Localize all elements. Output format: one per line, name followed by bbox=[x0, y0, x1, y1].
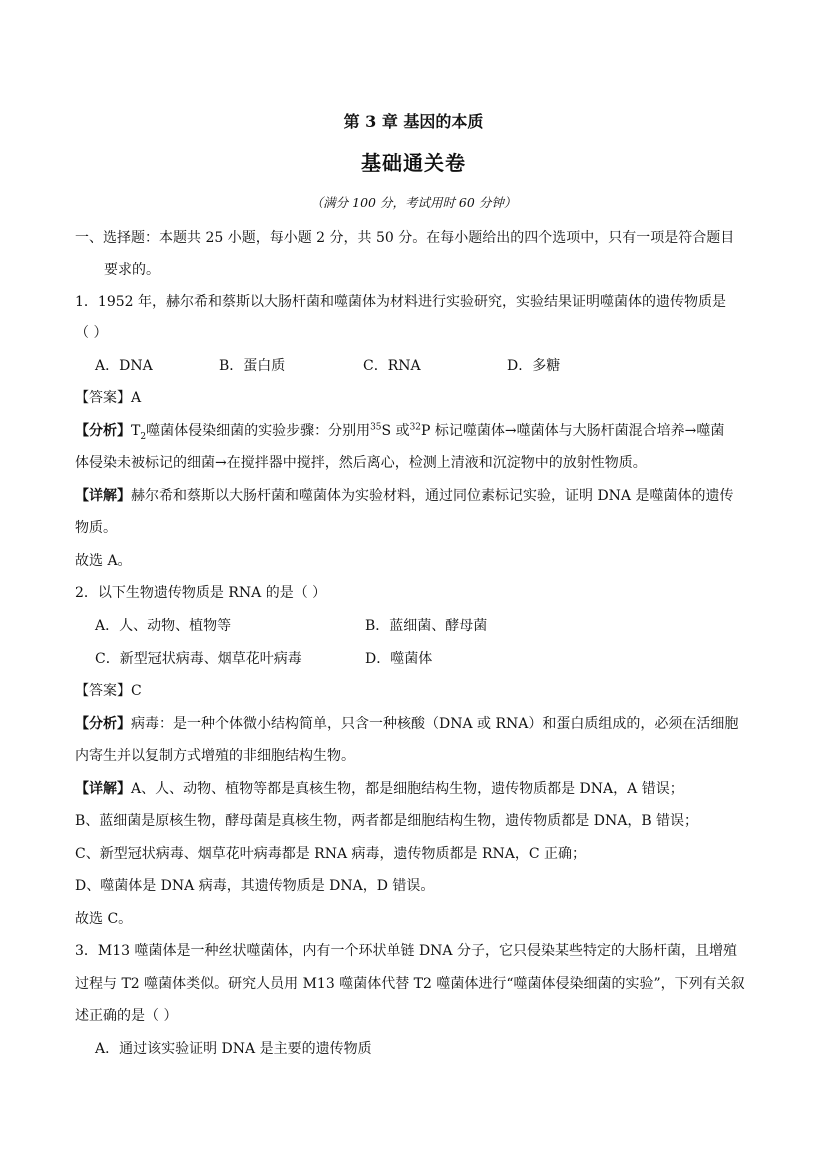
q2-analysis-line1 bbox=[75, 714, 738, 734]
q1-option-a: A．DNA bbox=[95, 358, 153, 374]
q1-answer: 【答案】A bbox=[75, 390, 142, 406]
q3-option-a: A．通过该实验证明 DNA 是主要的遗传物质 bbox=[95, 1041, 372, 1057]
q3-stem-line2: 过程与 T2 噬菌体类似。研究人员用 M13 噬菌体代替 T2 噬菌体进行“噬菌体侵染细菌的实验”，下列有关叙 bbox=[75, 976, 745, 992]
q2-detail-line1 bbox=[75, 779, 684, 799]
q1-stem-line1: 1．1952 年，赫尔希和蔡斯以大肠杆菌和噬菌体为材料进行实验研究，实验结果证明噬菌体的遗传物质是 bbox=[75, 294, 726, 310]
section-intro-line1: 一、选择题：本题共 25 小题，每小题 2 分，共 50 分。在每小题给出的四个选项中，只有一项是符合题目 bbox=[75, 230, 735, 246]
q1-analysis-line1 bbox=[75, 421, 724, 441]
q1-analysis-line2: 体侵染未被标记的细菌→在搅拌器中搅拌，然后离心，检测上清液和沉淀物中的放射性物质。 bbox=[75, 455, 647, 471]
q2-detail-line3: C、新型冠状病毒、烟草花叶病毒都是 RNA 病毒，遗传物质都是 RNA，C 正确； bbox=[75, 846, 587, 862]
q2-option-a: A．人、动物、植物等 bbox=[95, 618, 232, 634]
superscript: 32 bbox=[409, 422, 422, 433]
exam-subtitle: （满分 100 分，考试用时 60 分钟） bbox=[310, 195, 517, 210]
q2-detail-line4: D、噬菌体是 DNA 病毒，其遗传物质是 DNA，D 错误。 bbox=[75, 878, 435, 894]
q1-conclusion: 故选 A。 bbox=[75, 553, 132, 569]
detail-label: 【详解】 bbox=[75, 781, 131, 797]
q2-option-d: D．噬菌体 bbox=[365, 651, 433, 667]
section-intro-line2: 要求的。 bbox=[104, 262, 160, 278]
analysis-text: P 标记噬菌体→噬菌体与大肠杆菌混合培养→噬菌 bbox=[421, 423, 725, 439]
q2-detail-line2: B、蓝细菌是原核生物，酵母菌是真核生物，两者都是细胞结构生物，遗传物质都是 DNA，B 错误； bbox=[75, 813, 699, 829]
q2-conclusion: 故选 C。 bbox=[75, 911, 133, 927]
q2-option-b: B．蓝细菌、酵母菌 bbox=[365, 618, 488, 634]
q3-stem-line1: 3．M13 噬菌体是一种丝状噬菌体，内有一个环状单链 DNA 分子，它只侵染某些特定的大肠杆菌，且增殖 bbox=[75, 943, 737, 959]
analysis-text: 噬菌体侵染细菌的实验步骤：分别用 bbox=[146, 423, 371, 439]
superscript: 35 bbox=[370, 422, 382, 433]
q2-stem: 2．以下生物遗传物质是 RNA 的是（ ） bbox=[75, 585, 327, 601]
analysis-text: S 或 bbox=[381, 423, 410, 439]
analysis-text: 病毒：是一种个体微小结构简单，只含一种核酸（DNA 或 RNA）和蛋白质组成的，必须在活细胞 bbox=[131, 716, 739, 732]
q1-option-c: C．RNA bbox=[363, 358, 421, 374]
q3-stem-line3: 述正确的是（ ） bbox=[75, 1008, 178, 1024]
analysis-label: 【分析】 bbox=[75, 716, 131, 732]
subscript: 2 bbox=[140, 431, 147, 442]
q1-stem-line2: （ ） bbox=[75, 325, 108, 341]
detail-label: 【详解】 bbox=[75, 488, 131, 504]
analysis-text: T bbox=[131, 423, 141, 439]
q1-option-d: D．多糖 bbox=[507, 358, 561, 374]
exam-title: 基础通关卷 bbox=[361, 151, 466, 175]
q2-analysis-line2: 内寄生并以复制方式增殖的非细胞结构生物。 bbox=[75, 748, 355, 764]
q1-detail-line1 bbox=[75, 486, 733, 506]
detail-text: 赫尔希和蔡斯以大肠杆菌和噬菌体为实验材料，通过同位素标记实验，证明 DNA 是噬菌体的遗传 bbox=[131, 488, 734, 504]
detail-text: A、人、动物、植物等都是真核生物，都是细胞结构生物，遗传物质都是 DNA，A 错误； bbox=[131, 781, 684, 797]
q2-answer: 【答案】C bbox=[75, 683, 142, 699]
q2-option-c: C．新型冠状病毒、烟草花叶病毒 bbox=[95, 651, 302, 667]
chapter-title: 第 3 章 基因的本质 bbox=[343, 112, 484, 131]
analysis-label: 【分析】 bbox=[75, 423, 131, 439]
q1-option-b: B．蛋白质 bbox=[219, 358, 286, 374]
q1-detail-line2: 物质。 bbox=[75, 520, 117, 536]
